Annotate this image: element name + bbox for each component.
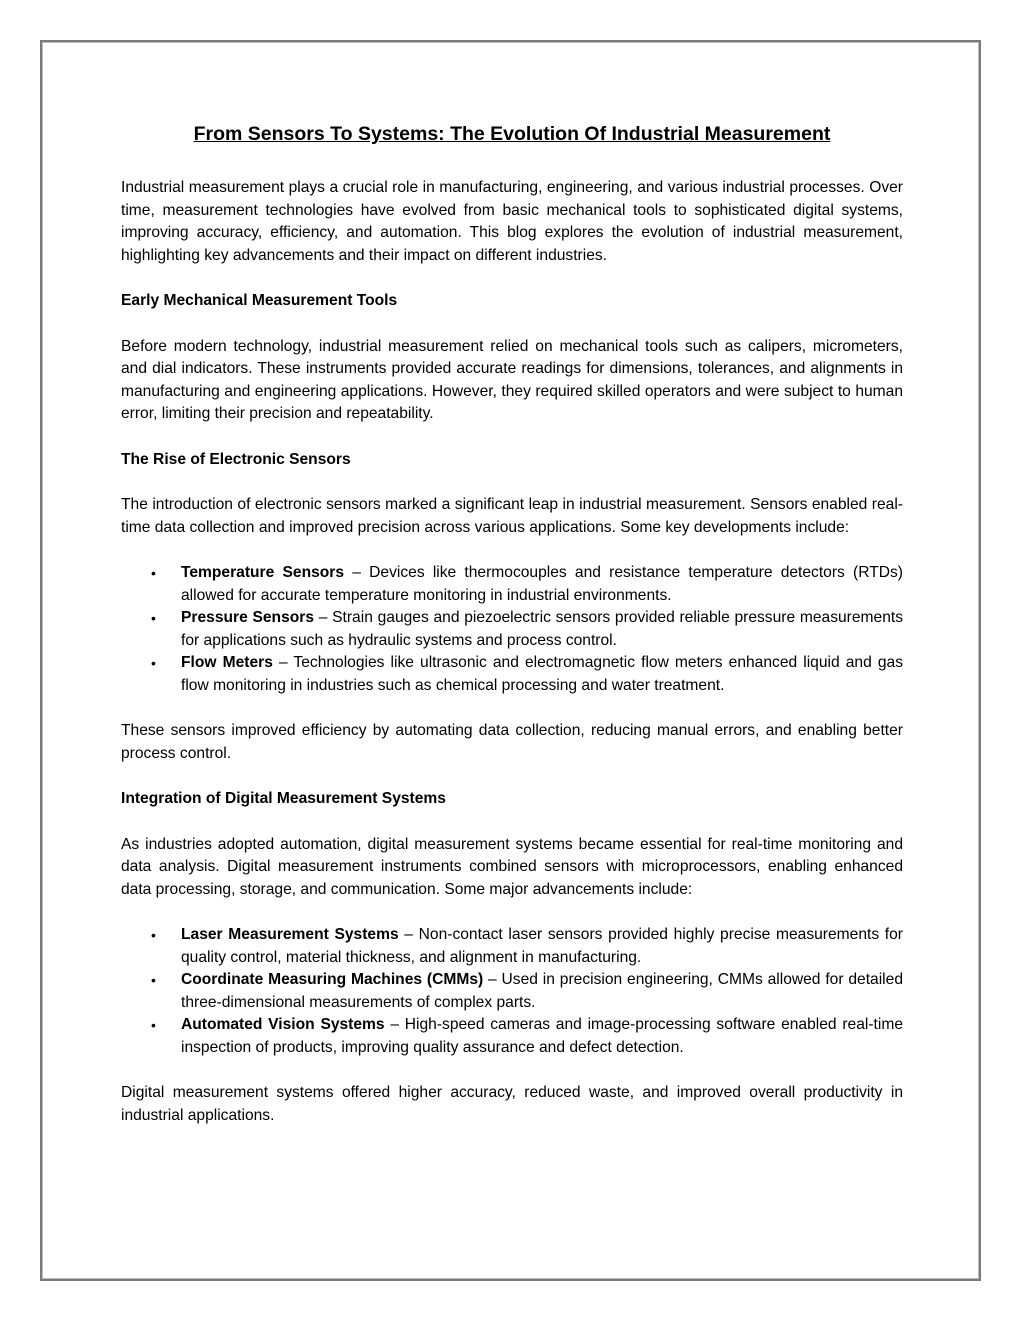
section-paragraph-electronic-sensors: The introduction of electronic sensors marked a significant leap in industrial measurement. Sensors enabled real-time data collection and improved precision across various applications. Some key developments include: (121, 496, 903, 536)
list-item (121, 562, 903, 607)
bullet-icon: • (151, 655, 156, 671)
list-item-term: Coordinate Measuring Machines (CMMs) (181, 971, 484, 988)
list-item (121, 1014, 903, 1059)
section-paragraph-mechanical-tools: Before modern technology, industrial measurement relied on mechanical tools such as calipers, micrometers, and dial indicators. These instruments provided accurate readings for dimensions, tolerances, and alignments in manufacturing and engineering applications. However, they required skilled operators and were subject to human error, limiting their precision and repeatability. (121, 337, 903, 422)
list-item-text: – Used in precision engineering, CMMs allowed for detailed three-dimensional measurements of complex parts. (181, 971, 903, 1011)
bullet-icon: • (151, 565, 156, 581)
document-title: From Sensors To Systems: The Evolution Of Industrial Measurement (193, 123, 831, 145)
list-item-term: Flow Meters (181, 654, 273, 671)
list-item-text: – Devices like thermocouples and resistance temperature detectors (RTDs) allowed for accurate temperature monitoring in industrial environments. (181, 564, 903, 604)
list-item (121, 924, 903, 969)
list-item-term: Laser Measurement Systems (181, 926, 399, 943)
list-item-term: Automated Vision Systems (181, 1016, 385, 1033)
section-closing-digital-systems: Digital measurement systems offered higher accuracy, reduced waste, and improved overall productivity in industrial applications. (121, 1084, 903, 1124)
document-body (121, 120, 903, 1150)
bullet-list-electronic-sensors (121, 562, 903, 697)
list-item-term: Pressure Sensors (181, 609, 315, 626)
list-item (121, 652, 903, 697)
section-paragraph-digital-systems: As industries adopted automation, digital measurement systems became essential for real-time monitoring and data analysis. Digital measurement instruments combined sensors with microprocessors, enabling enhanced data processing, storage, and communication. Some major advancements include: (121, 835, 903, 898)
list-item-term: Temperature Sensors (181, 564, 345, 581)
bullet-icon: • (151, 610, 156, 626)
list-item (121, 607, 903, 652)
section-heading-digital-systems: Integration of Digital Measurement Systems (121, 790, 446, 807)
section-closing-electronic-sensors: These sensors improved efficiency by automating data collection, reducing manual errors, and enabling better process control. (121, 722, 903, 762)
bullet-list-digital-systems (121, 924, 903, 1059)
list-item-text: – Strain gauges and piezoelectric sensors provided reliable pressure measurements for applications such as hydraulic systems and process control. (181, 609, 903, 649)
list-item-text: – High-speed cameras and image-processing software enabled real-time inspection of products, improving quality assurance and defect detection. (181, 1016, 903, 1056)
bullet-icon: • (151, 927, 156, 943)
list-item-text: – Technologies like ultrasonic and electromagnetic flow meters enhanced liquid and gas flow monitoring in industries such as chemical processing and water treatment. (181, 654, 903, 694)
section-heading-mechanical-tools: Early Mechanical Measurement Tools (121, 292, 398, 309)
intro-paragraph: Industrial measurement plays a crucial role in manufacturing, engineering, and various industrial processes. Over time, measurement technologies have evolved from basic mechanical tools to sophisticated digital systems, improving accuracy, efficiency, and automation. This blog explores the evolution of industrial measurement, highlighting key advancements and their impact on different industries. (121, 179, 903, 264)
bullet-icon: • (151, 1017, 156, 1033)
bullet-icon: • (151, 972, 156, 988)
section-heading-electronic-sensors: The Rise of Electronic Sensors (121, 450, 351, 468)
list-item-text: – Non-contact laser sensors provided highly precise measurements for quality control, material thickness, and alignment in manufacturing. (181, 926, 903, 966)
list-item (121, 969, 903, 1014)
